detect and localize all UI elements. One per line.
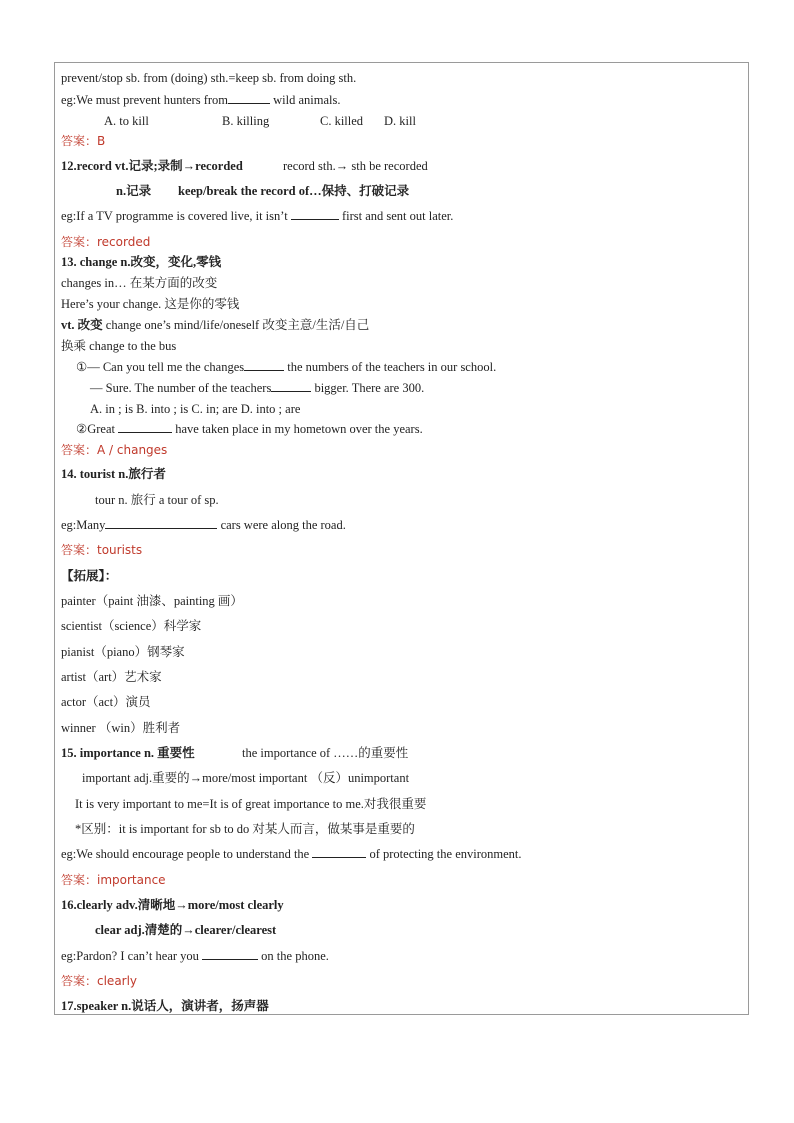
- example-text: on the phone.: [258, 949, 329, 963]
- answer-blank[interactable]: [118, 421, 172, 433]
- heading-clearly: 16.clearly adv.清晰地→more/most clearly: [61, 898, 284, 912]
- example-tourist: [61, 517, 346, 533]
- option-d: D. kill: [384, 114, 416, 128]
- clear-adj: clear adj.清楚的→clearer/clearest: [95, 923, 277, 937]
- answer-line: 答案：clearly: [61, 974, 138, 988]
- example-text: first and sent out later.: [338, 209, 454, 223]
- answer-blank[interactable]: [228, 92, 270, 104]
- heading-speaker: 17.speaker n.说话人，演讲者，扬声器: [61, 999, 269, 1013]
- answer-blank[interactable]: [202, 948, 258, 960]
- example-record: [61, 208, 453, 224]
- question-text: ②Great: [76, 422, 115, 436]
- question-text: ①— Can you tell me the changes: [76, 360, 245, 374]
- change-usage: 换乘 change to the bus: [61, 339, 177, 353]
- extension-item: artist（art）艺术家: [61, 670, 162, 684]
- option-a: A. to kill: [104, 114, 149, 128]
- question-1-reply: [90, 380, 424, 396]
- answer-blank[interactable]: [312, 846, 366, 858]
- important-usage: It is very important to me=It is of great importance to me.对我很重要: [75, 797, 427, 811]
- heading-tourist: 14. tourist n.旅行者: [61, 467, 166, 481]
- extension-item: scientist（science）科学家: [61, 619, 202, 633]
- prevent-phrase: prevent/stop sb. from (doing) sth.=keep sb. from doing sth.: [61, 71, 357, 85]
- example-importance: [61, 846, 522, 862]
- heading-importance: 15. importance n. 重要性: [61, 746, 195, 760]
- example-text: eg:Pardon? I can’t hear you: [61, 949, 199, 963]
- answer-blank[interactable]: [291, 208, 339, 220]
- question-text: bigger. There are 300.: [311, 381, 425, 395]
- option-c: C. killed: [320, 114, 364, 128]
- question-1-options: A. in ; is B. into ; is C. in; are D. into ; are: [90, 402, 301, 416]
- important-usage: important adj.重要的→more/most important （反）unimportant: [82, 771, 410, 785]
- answer-line: 答案：tourists: [61, 543, 143, 557]
- answer-blank[interactable]: [105, 517, 217, 529]
- verb-label: vt. 改变: [61, 318, 103, 332]
- extension-item: actor（act）演员: [61, 695, 151, 709]
- example-text: eg:Many: [61, 518, 106, 532]
- example-text: wild animals.: [270, 93, 341, 107]
- change-verb: [61, 317, 369, 333]
- answer-blank[interactable]: [244, 359, 284, 371]
- example-text: eg:We should encourage people to understand the: [61, 847, 310, 861]
- answer-blank[interactable]: [271, 380, 311, 392]
- tour-usage: tour n. 旅行 a tour of sp.: [95, 493, 219, 507]
- verb-usage: change one’s mind/life/oneself 改变主意/生活/自己: [102, 318, 370, 332]
- important-distinction: *区别：it is important for sb to do 对某人而言，做某事是重要的: [75, 822, 415, 836]
- question-text: the numbers of the teachers in our school.: [284, 360, 497, 374]
- importance-phrase: the importance of ……的重要性: [242, 746, 409, 760]
- question-2: [76, 421, 423, 437]
- example-text: eg:If a TV programme is covered live, it isn’t: [61, 209, 288, 223]
- extension-item: winner （win）胜利者: [61, 721, 181, 735]
- answer-line: 答案：A / changes: [61, 443, 168, 457]
- answer-line: 答案：recorded: [61, 235, 151, 249]
- extension-item: pianist（piano）钢琴家: [61, 645, 185, 659]
- answer-line: 答案：importance: [61, 873, 166, 887]
- question-text: — Sure. The number of the teachers: [90, 381, 272, 395]
- question-1: [76, 359, 496, 375]
- answer-line: 答案：B: [61, 134, 106, 148]
- extension-item: painter（paint 油漆、painting 画）: [61, 594, 243, 608]
- example-prevent: [61, 92, 341, 108]
- heading-change: 13. change n.改变，变化,零钱: [61, 255, 222, 269]
- question-text: have taken place in my hometown over the years.: [172, 422, 423, 436]
- record-note: record sth.→ sth be recorded: [283, 159, 428, 173]
- record-noun-phrase: keep/break the record of…保持、打破记录: [178, 184, 410, 198]
- change-usage: changes in… 在某方面的改变: [61, 276, 218, 290]
- example-text: cars were along the road.: [217, 518, 346, 532]
- example-text: of protecting the environment.: [366, 847, 522, 861]
- heading-record: 12.record vt.记录;录制→recorded: [61, 159, 243, 173]
- record-noun: n.记录: [116, 184, 152, 198]
- option-b: B. killing: [222, 114, 270, 128]
- change-usage: Here’s your change. 这是你的零钱: [61, 297, 240, 311]
- example-clearly: [61, 948, 329, 964]
- example-text: eg:We must prevent hunters from: [61, 93, 229, 107]
- extension-heading: 【拓展】：: [61, 568, 118, 583]
